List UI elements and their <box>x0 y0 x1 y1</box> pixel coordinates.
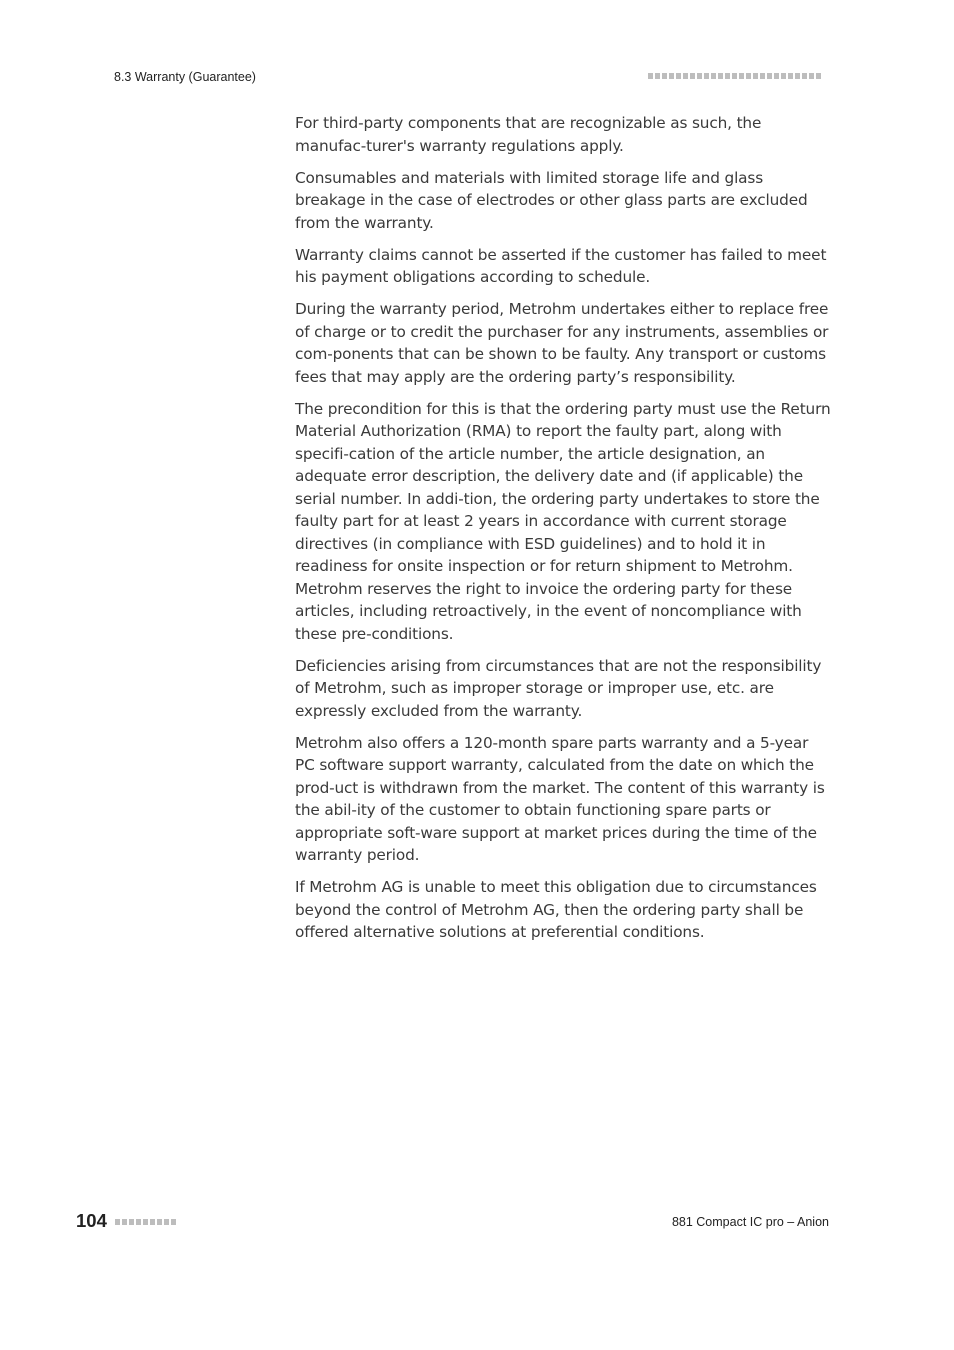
page-number: 104 <box>76 1210 107 1231</box>
footer-document-title: 881 Compact IC pro – Anion <box>671 1215 829 1229</box>
paragraph-payment-obligations: Warranty claims cannot be asserted if the customer has failed to meet his payment obligations according to schedule. <box>295 245 827 286</box>
paragraph-warranty-period: During the warranty period, Metrohm undertakes either to replace free of charge or to credit the purchaser for any instruments, assemblies or com-ponents that can be shown to be faulty. Any transport or customs fees that may apply are the ordering party’s responsibility. <box>295 300 829 386</box>
paragraph-deficiencies: Deficiencies arising from circumstances that are not the responsibility of Metrohm, such as improper storage or improper use, etc. are expressly excluded from the warranty. <box>295 656 822 720</box>
paragraph-alternative-solutions: If Metrohm AG is unable to meet this obligation due to circumstances beyond the control of Metrohm AG, then the ordering party shall be offered alternative solutions at preferential conditions. <box>295 878 817 941</box>
footer-decorative-dots <box>115 1219 176 1225</box>
paragraph-consumables: Consumables and materials with limited storage life and glass breakage in the case of electrodes or other glass parts are excluded from the warranty. <box>295 168 808 232</box>
paragraph-rma-precondition: The precondition for this is that the ordering party must use the Return Material Authorization (RMA) to report the faulty part, along with specifi-cation of the article number, the article designation, an adequate error description, the delivery date and (if applicable) the serial number. In addi-tion, the ordering party undertakes to store the faulty part for at least 2 years in accordance with current storage directives (in compliance with ESD guidelines) and to hold it in readiness for onsite inspection or for return shipment to Metrohm. Metrohm reserves the right to invoice the ordering party for these articles, including retroactively, in the event of noncompliance with these pre-conditions. <box>295 399 831 643</box>
body-text <box>295 112 832 953</box>
paragraph-spare-parts-warranty: Metrohm also offers a 120-month spare parts warranty and a 5-year PC software support warranty, calculated from the date on which the prod-uct is withdrawn from the market. The content of this warranty is the abil-ity of the customer to obtain functioning spare parts or appropriate soft-ware support at market prices during the time of the warranty period. <box>295 733 825 864</box>
running-header-section: 8.3 Warranty (Guarantee) <box>114 70 256 84</box>
paragraph-third-party: For third-party components that are recognizable as such, the manufac-turer's warranty regulations apply. <box>295 114 762 155</box>
header-decorative-dots <box>648 73 821 79</box>
